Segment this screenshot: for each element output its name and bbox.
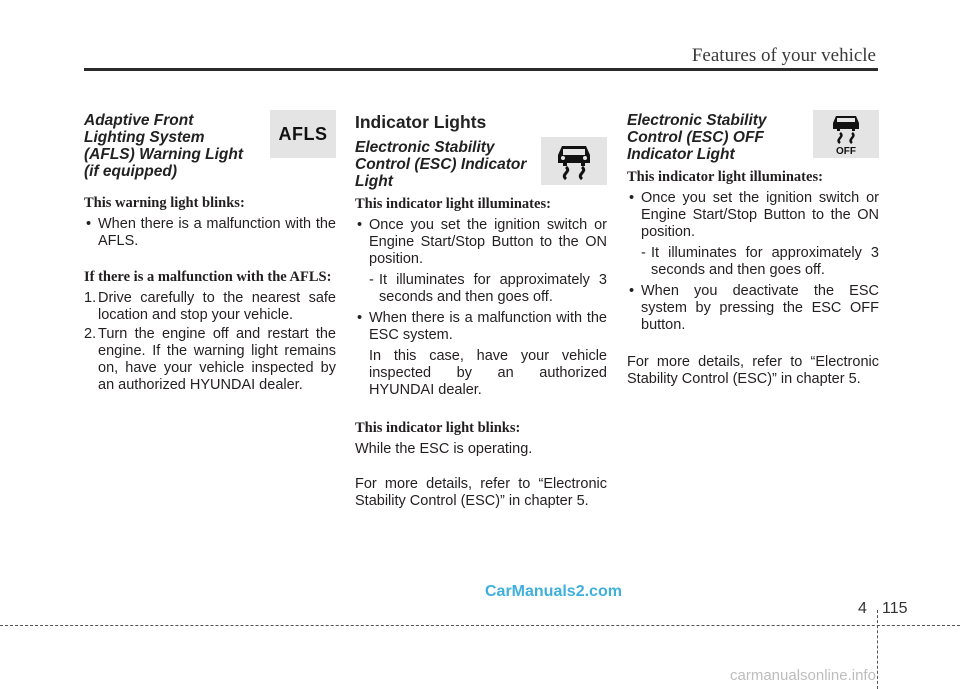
esc-illuminates-title: This indicator light illuminates:	[355, 196, 551, 212]
esc-off-indicator-icon	[813, 110, 879, 158]
esc-bullet-2: • When there is a malfunction with the ESC system.	[355, 310, 607, 344]
step-text: Turn the engine off and restart the engine. If the warning light remains on, have your vehicle inspected by an authorized HYUNDAI dealer.	[98, 326, 336, 393]
esc-off-bullet-1: • Once you set the ignition switch or Engine Start/Stop Button to the ON position.	[627, 190, 879, 241]
footer-rule	[0, 625, 960, 626]
afls-bullet: • When there is a malfunction with the AFLS.	[84, 216, 336, 250]
esc-dash-1: - It illuminates for approximately 3 seconds and then goes off.	[369, 272, 607, 305]
afls-heading: Adaptive Front Lighting System (AFLS) Warning Light (if equipped)	[84, 112, 243, 180]
step-number: 1.	[84, 290, 97, 306]
esc-off-bullet-2: • When you deactivate the ESC system by pressing the ESC OFF button.	[627, 283, 879, 334]
esc-indicator-icon	[541, 137, 607, 185]
afls-icon-label: AFLS	[278, 123, 328, 144]
esc-dash-text: It illuminates for approximately 3 seconds and then goes off.	[379, 272, 607, 305]
section-title: Indicator Lights	[355, 112, 487, 132]
afls-malfunction-title: If there is a malfunction with the AFLS:	[84, 269, 332, 285]
afls-column	[84, 112, 336, 396]
page-number: 115	[882, 600, 908, 617]
afls-heading-block	[84, 112, 336, 180]
esc-off-dash-text: It illuminates for approximately 3 seconds and then goes off.	[651, 245, 879, 278]
esc-off-heading-block	[627, 112, 879, 164]
esc-off-more-details: For more details, refer to “Electronic Stability Control (ESC)” in chapter 5.	[627, 354, 879, 387]
esc-heading: Electronic Stability Control (ESC) Indicator Light	[355, 139, 527, 190]
esc-bullet-1: • Once you set the ignition switch or Engine Start/Stop Button to the ON position.	[355, 217, 607, 268]
esc-case-text: In this case, have your vehicle inspected by an authorized HYUNDAI dealer.	[369, 348, 607, 398]
page-header-title: Features of your vehicle	[691, 45, 876, 66]
esc-off-heading: Electronic Stability Control (ESC) OFF Indicator Light	[627, 112, 767, 163]
site-watermark: carmanualsonline.info	[730, 667, 876, 684]
afls-blinks-title: This warning light blinks:	[84, 195, 245, 211]
esc-off-column	[627, 112, 879, 388]
esc-blinks-title: This indicator light blinks:	[355, 420, 521, 436]
esc-blinks-text: While the ESC is operating.	[355, 441, 533, 457]
esc-more-details: For more details, refer to “Electronic Stability Control (ESC)” in chapter 5.	[355, 476, 607, 509]
step-text: Drive carefully to the nearest safe location and stop your vehicle.	[98, 290, 336, 323]
header-rule	[84, 68, 878, 71]
esc-off-illuminates-title: This indicator light illuminates:	[627, 169, 823, 185]
step-number: 2.	[84, 326, 97, 342]
afls-step-2	[84, 326, 336, 394]
footer-vertical-rule	[877, 610, 878, 689]
watermark-link[interactable]: CarManuals2.com	[485, 583, 622, 600]
esc-car-skid-icon	[552, 141, 596, 181]
esc-off-icon-text: OFF	[836, 146, 856, 155]
afls-step-1	[84, 290, 336, 324]
chapter-number: 4	[858, 600, 867, 617]
esc-off-dash-1: - It illuminates for approximately 3 seconds and then goes off.	[641, 245, 879, 278]
esc-off-car-icon	[826, 113, 866, 155]
esc-indicator-column	[355, 112, 607, 510]
afls-icon	[270, 110, 336, 158]
esc-heading-block	[355, 139, 607, 191]
